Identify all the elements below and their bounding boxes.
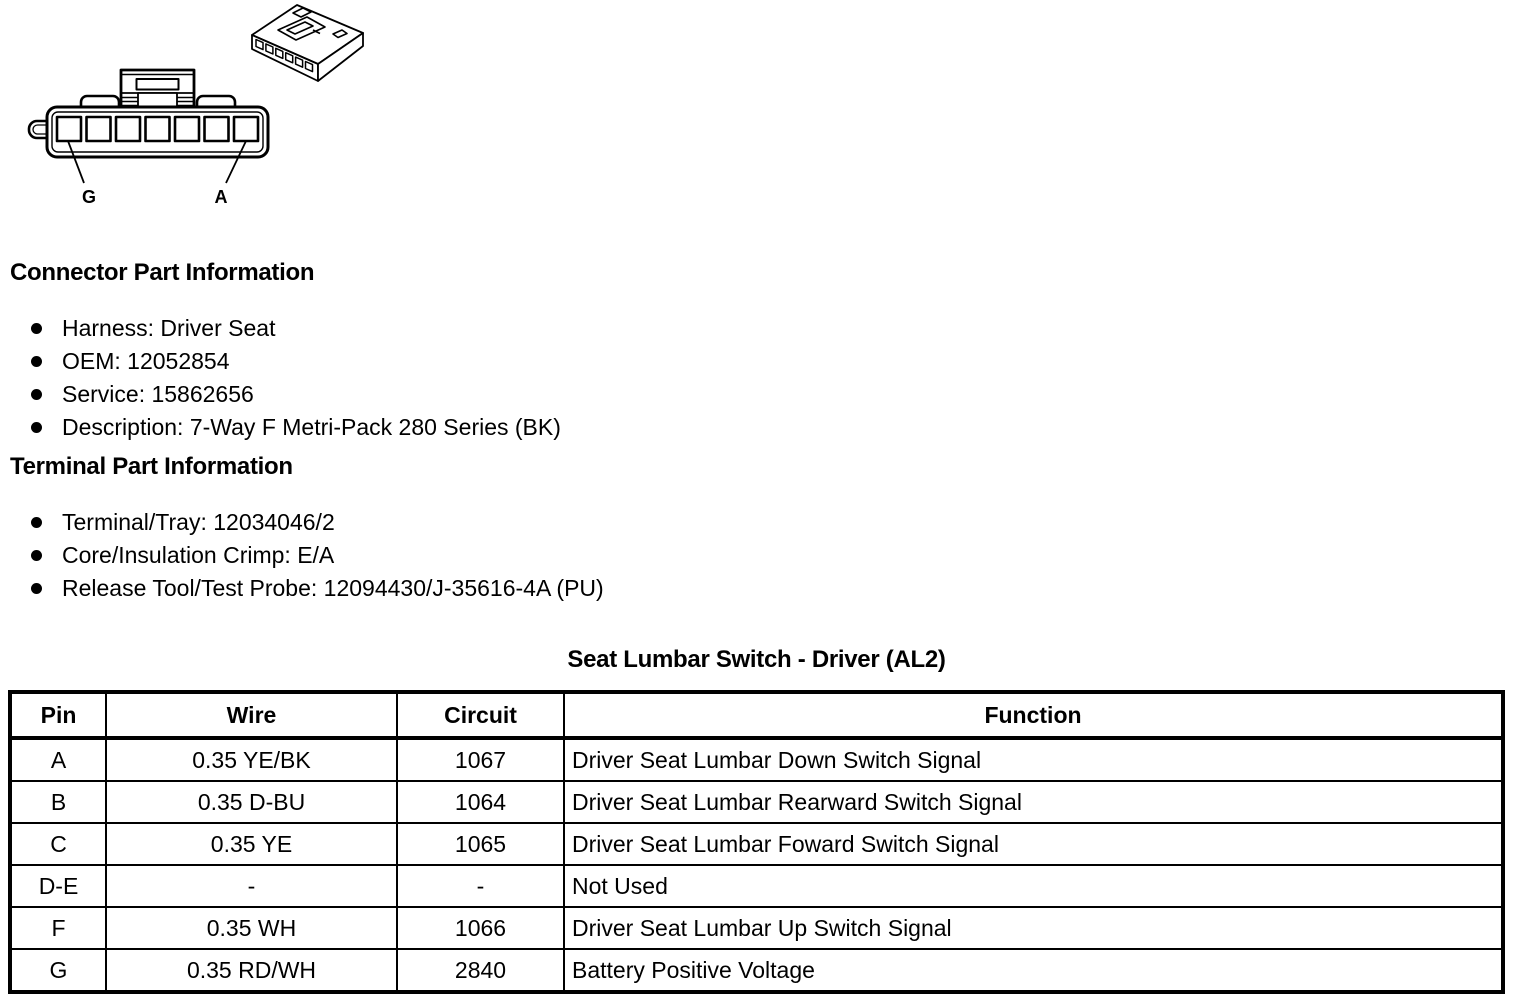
column-header-function: Function	[564, 692, 1503, 738]
connector-part-information-list	[0, 312, 561, 444]
cavity	[146, 117, 170, 141]
connector-diagram	[0, 0, 400, 215]
cell-pin: C	[10, 823, 106, 865]
list-item	[0, 312, 561, 345]
bullet-icon	[31, 356, 42, 367]
list-item	[0, 345, 561, 378]
list-item	[0, 506, 604, 539]
cell-pin: F	[10, 907, 106, 949]
cell-function: Driver Seat Lumbar Rearward Switch Signal	[564, 781, 1503, 823]
table-title: Seat Lumbar Switch - Driver (AL2)	[567, 646, 946, 673]
cell-circuit: 1064	[397, 781, 564, 823]
cell-pin: A	[10, 738, 106, 781]
table-row	[10, 865, 1503, 907]
bullet-icon	[31, 389, 42, 400]
cell-wire: 0.35 YE/BK	[106, 738, 397, 781]
connector-isometric-view-diagram	[252, 5, 363, 81]
bullet-icon	[31, 422, 42, 433]
pin-label-g: G	[81, 187, 97, 207]
list-item-text: Description: 7-Way F Metri-Pack 280 Series (BK)	[62, 414, 561, 440]
cell-circuit: -	[397, 865, 564, 907]
connector-part-information-heading: Connector Part Information	[10, 259, 315, 286]
list-item	[0, 539, 604, 572]
cell-pin: B	[10, 781, 106, 823]
list-item	[0, 572, 604, 605]
pinout-table	[8, 690, 1505, 994]
cavity-a	[234, 117, 258, 141]
terminal-cavities	[57, 117, 258, 141]
cell-wire: 0.35 D-BU	[106, 781, 397, 823]
cell-function: Driver Seat Lumbar Foward Switch Signal	[564, 823, 1503, 865]
cell-circuit: 1067	[397, 738, 564, 781]
table-row	[10, 781, 1503, 823]
cell-wire: 0.35 YE	[106, 823, 397, 865]
cell-pin: G	[10, 949, 106, 992]
cell-function: Battery Positive Voltage	[564, 949, 1503, 992]
list-item-text: Service: 15862656	[62, 381, 254, 407]
cell-function: Not Used	[564, 865, 1503, 907]
lock-tower-slot	[137, 79, 179, 90]
pinout-table-section	[8, 646, 1505, 994]
list-item-text: OEM: 12052854	[62, 348, 230, 374]
list-item-text: Terminal/Tray: 12034046/2	[62, 509, 335, 535]
cell-wire: 0.35 WH	[106, 907, 397, 949]
cell-wire: 0.35 RD/WH	[106, 949, 397, 992]
lock-tower	[121, 70, 194, 110]
cell-function: Driver Seat Lumbar Up Switch Signal	[564, 907, 1503, 949]
terminal-part-information-heading: Terminal Part Information	[10, 453, 293, 480]
list-item	[0, 411, 561, 444]
table-header-row	[10, 692, 1503, 738]
cavity	[175, 117, 199, 141]
bullet-icon	[31, 550, 42, 561]
cell-pin: D-E	[10, 865, 106, 907]
column-header-pin: Pin	[10, 692, 106, 738]
list-item-text: Harness: Driver Seat	[62, 315, 276, 341]
cell-circuit: 2840	[397, 949, 564, 992]
table-row	[10, 907, 1503, 949]
bullet-icon	[31, 323, 42, 334]
cavity-g	[57, 117, 81, 141]
cell-circuit: 1066	[397, 907, 564, 949]
pin-label-a: A	[214, 187, 228, 207]
list-item-text: Core/Insulation Crimp: E/A	[62, 542, 335, 568]
bullet-icon	[31, 517, 42, 528]
cavity	[87, 117, 111, 141]
column-header-circuit: Circuit	[397, 692, 564, 738]
cell-wire: -	[106, 865, 397, 907]
table-row	[10, 738, 1503, 781]
list-item-text: Release Tool/Test Probe: 12094430/J-35616-4A (PU)	[62, 575, 604, 601]
connector-front-view-diagram	[29, 70, 268, 183]
table-row	[10, 823, 1503, 865]
column-header-wire: Wire	[106, 692, 397, 738]
terminal-part-information-list	[0, 506, 604, 605]
cavity	[205, 117, 229, 141]
bullet-icon	[31, 583, 42, 594]
cell-circuit: 1065	[397, 823, 564, 865]
cavity	[116, 117, 140, 141]
table-row	[10, 949, 1503, 992]
cell-function: Driver Seat Lumbar Down Switch Signal	[564, 738, 1503, 781]
list-item	[0, 378, 561, 411]
